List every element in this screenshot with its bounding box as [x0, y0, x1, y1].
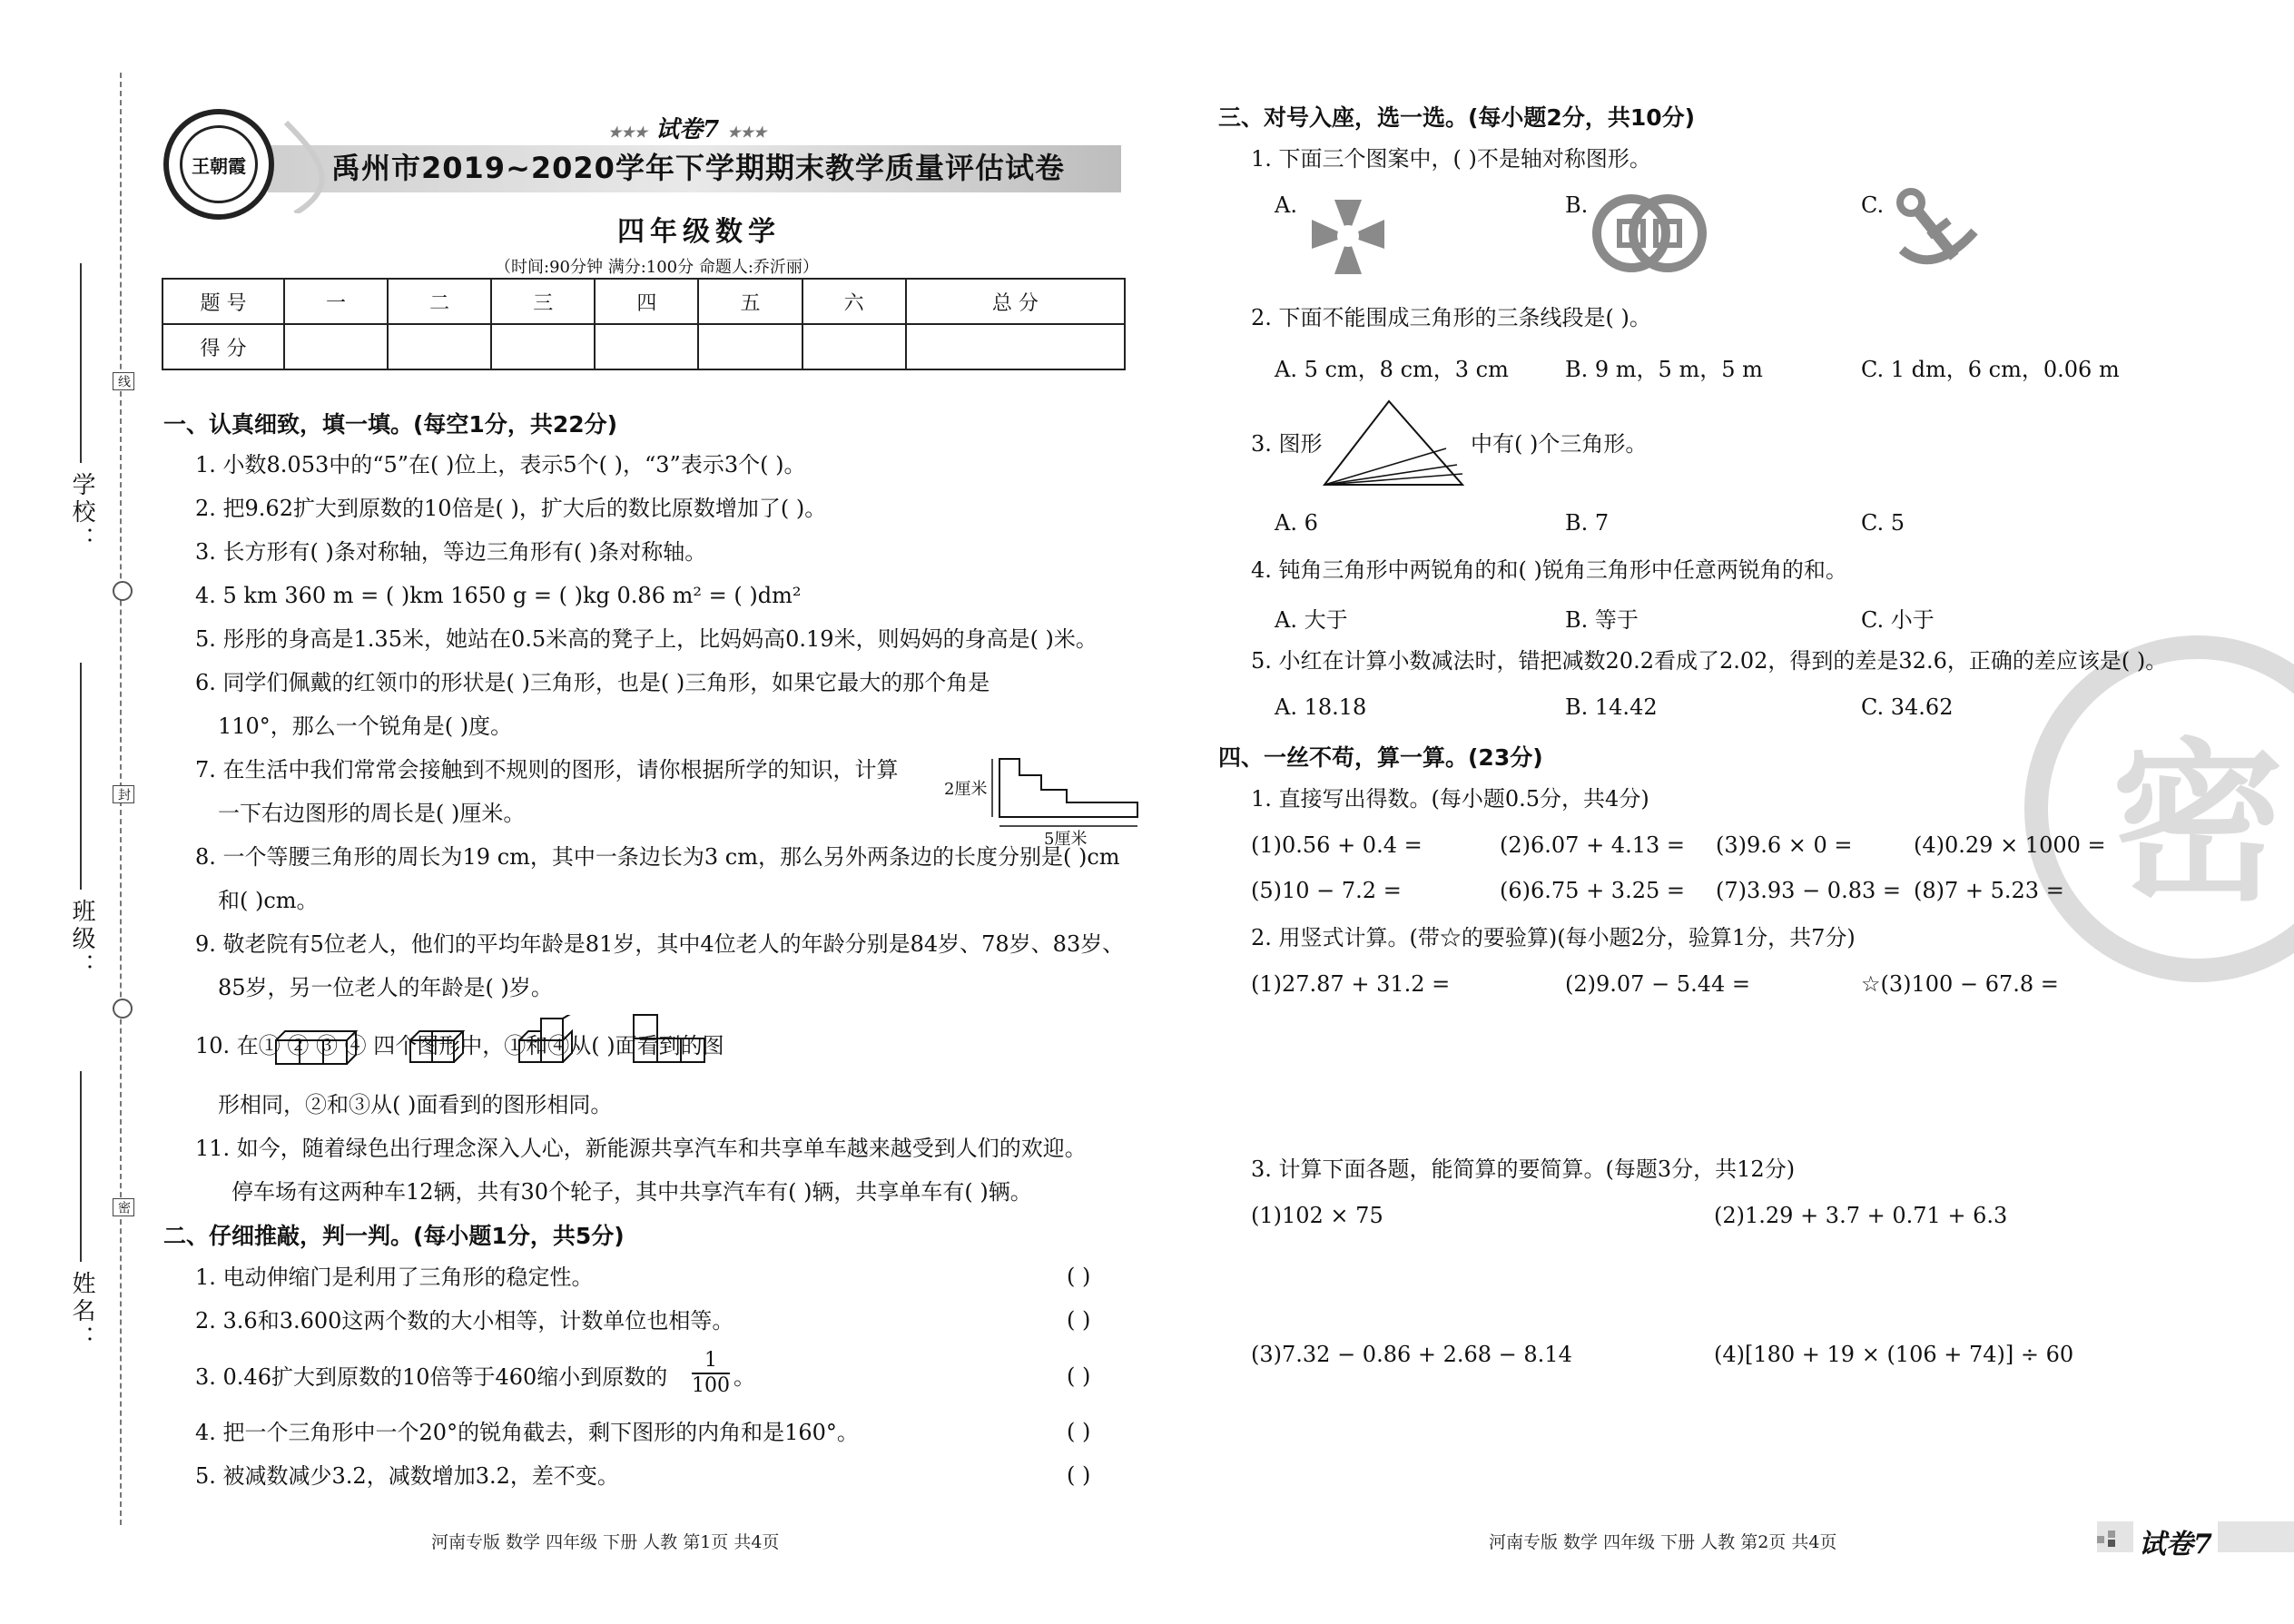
logo-text: 王朝霞 [192, 154, 246, 177]
option-a[interactable]: A. 大于 [1275, 607, 1348, 633]
score-cell: 四 [595, 279, 698, 324]
class-line [80, 663, 82, 890]
fraction-denominator: 100 [692, 1374, 730, 1397]
cube-figure-2 [407, 1024, 470, 1068]
judge-question: 1. 电动伸缩门是利用了三角形的稳定性。 [195, 1265, 594, 1290]
fraction-tail: 。 [733, 1364, 755, 1390]
question-text: 和( )cm。 [218, 888, 319, 913]
section-4-heading: 四、一丝不苟，算一算。(23分) [1218, 744, 1543, 771]
score-table [162, 278, 1126, 370]
score-cell: 得 分 [162, 324, 284, 369]
score-table-score-row [162, 324, 1125, 369]
question-text: 2. 下面不能围成三角形的三条线段是( )。 [1251, 305, 1651, 330]
fold-label-secret: 密 [113, 1198, 134, 1216]
watermark-text: 密 [2111, 723, 2284, 924]
fig7-width-label: 5厘米 [1044, 830, 1088, 849]
staircase-outline [999, 759, 1137, 817]
page-footer-left: 河南专版 数学 四年级 下册 人教 第1页 共4页 [431, 1532, 780, 1552]
option-c[interactable]: C. 小于 [1861, 607, 1935, 633]
footer-tag-squares-icon [2097, 1530, 2124, 1547]
question-text: 3. 长方形有( )条对称轴，等边三角形有( )条对称轴。 [195, 539, 707, 565]
option-c[interactable]: C. [1861, 192, 1885, 218]
school-line [80, 263, 82, 463]
question-text: 7. 在生活中我们常常会接触到不规则的图形，请你根据所学的知识，计算 [195, 757, 899, 782]
name-label: 姓名： [68, 1271, 95, 1353]
question-text: 1. 直接写出得数。(每小题0.5分，共4分) [1251, 786, 1649, 812]
school-label: 学校： [68, 472, 95, 554]
option-c[interactable]: C. 5 [1861, 510, 1905, 536]
question-text: 2. 用竖式计算。(带☆的要验算)(每小题2分，验算1分，共7分) [1251, 925, 1856, 950]
question-text: 1. 小数8.053中的“5”在( )位上，表示5个( )，“3”表示3个( )。 [195, 452, 806, 477]
cube-figure-4 [630, 1009, 717, 1068]
judge-question: 3. 0.46扩大到原数的10倍等于460缩小到原数的 [195, 1364, 668, 1390]
question-text: 3. 图形 [1251, 431, 1323, 457]
calc-item: (1)0.56 + 0.4 = [1251, 832, 1423, 858]
score-input-cell[interactable] [388, 324, 491, 369]
footer-series-tag: 试卷7 [2133, 1521, 2218, 1561]
question-text: 8. 一个等腰三角形的周长为19 cm，其中一条边长为3 cm，那么另外两条边的长度分别是( )cm [195, 844, 1120, 870]
score-input-cell[interactable] [802, 324, 906, 369]
option-a[interactable]: A. 18.18 [1275, 694, 1367, 720]
question-text: 110°，那么一个锐角是( )度。 [218, 714, 513, 739]
page-footer-right: 河南专版 数学 四年级 下册 人教 第2页 共4页 [1489, 1532, 1837, 1552]
question-text: 停车场有这两种车12辆，共有30个轮子，其中共享汽车有( )辆，共享单车有( )辆。 [231, 1179, 1032, 1205]
question-text: 10. 在① ② ③ ④ 四个图形中，①和④从( )面看到的图 [195, 1033, 724, 1058]
score-cell: 二 [388, 279, 491, 324]
option-a[interactable]: A. [1275, 192, 1297, 218]
series-title [608, 111, 766, 144]
name-line [80, 1071, 82, 1262]
question-text: 9. 敬老院有5位老人，他们的平均年龄是81岁，其中4位老人的年龄分别是84岁、78岁、83岁、 [195, 931, 1125, 957]
question-text: 中有( )个三角形。 [1471, 431, 1648, 457]
question-text: 6. 同学们佩戴的红领巾的形状是( )三角形，也是( )三角形，如果它最大的那个角是 [195, 670, 990, 695]
vertical-calc-item: (1)27.87 + 31.2 = [1251, 971, 1451, 997]
calc-item: (6)6.75 + 3.25 = [1500, 878, 1685, 903]
score-input-cell[interactable] [491, 324, 595, 369]
calc-item: (7)3.93 − 0.83 = [1716, 878, 1901, 903]
secret-watermark [2024, 635, 2294, 982]
option-b[interactable]: B. 9 m，5 m，5 m [1565, 357, 1763, 382]
judge-question: 5. 被减数减少3.2，减数增加3.2，差不变。 [195, 1463, 619, 1489]
fraction [692, 1349, 730, 1398]
score-cell: 题 号 [162, 279, 284, 324]
fraction-numerator: 1 [692, 1349, 730, 1374]
option-c[interactable]: C. 1 dm，6 cm，0.06 m [1861, 357, 2120, 382]
fold-label-line: 线 [113, 372, 134, 390]
score-input-cell[interactable] [284, 324, 388, 369]
simplify-item: (2)1.29 + 3.7 + 0.71 + 6.3 [1714, 1203, 2008, 1228]
simplify-item: (1)102 × 75 [1251, 1203, 1383, 1228]
series-label: 试卷7 [655, 116, 720, 143]
question-text: 4. 5 km 360 m = ( )km 1650 g = ( )kg 0.86 m² = ( )dm² [195, 583, 802, 608]
simplify-item: (4)[180 + 19 × (106 + 74)] ÷ 60 [1714, 1342, 2074, 1367]
section-3-heading: 三、对号入座，选一选。(每小题2分，共10分) [1218, 104, 1696, 131]
exam-title: 禹州市2019~2020学年下学期期末教学质量评估试卷 [331, 151, 1065, 185]
score-cell: 总 分 [906, 279, 1125, 324]
judge-question: 2. 3.6和3.600这两个数的大小相等，计数单位也相等。 [195, 1308, 734, 1334]
question-text: 5. 彤彤的身高是1.35米，她站在0.5米高的凳子上，比妈妈高0.19米，则妈妈的身高是( )米。 [195, 626, 1098, 652]
question-text: 一下右边图形的周长是( )厘米。 [218, 801, 526, 826]
question-text: 1. 下面三个图案中，( )不是轴对称图形。 [1251, 146, 1651, 172]
score-cell: 五 [698, 279, 802, 324]
option-b[interactable]: B. 14.42 [1565, 694, 1658, 720]
judge-answer-box[interactable]: ( ) [1067, 1307, 1091, 1333]
calc-item: (3)9.6 × 0 = [1716, 832, 1853, 858]
question-text: 5. 小红在计算小数减法时，错把减数20.2看成了2.02，得到的差是32.6，正确的差应该是( )。 [1251, 648, 2168, 674]
publisher-logo [163, 109, 274, 220]
calc-item: (5)10 − 7.2 = [1251, 878, 1402, 903]
fig7-height-label: 2厘米 [944, 780, 988, 799]
exam-meta: （时间:90分钟 满分:100分 命题人:乔沂丽） [495, 258, 819, 277]
judge-answer-box[interactable]: ( ) [1067, 1264, 1091, 1289]
judge-answer-box[interactable]: ( ) [1067, 1419, 1091, 1444]
pinwheel-pattern-icon [1298, 192, 1398, 280]
anchor-pattern-icon [1884, 186, 1984, 277]
binding-hole-icon [113, 581, 133, 601]
subject-title: 四年级数学 [617, 216, 781, 248]
simplify-item: (3)7.32 − 0.86 + 2.68 − 8.14 [1251, 1342, 1572, 1367]
score-table-header-row [162, 279, 1125, 324]
score-cell: 一 [284, 279, 388, 324]
option-c[interactable]: C. 34.62 [1861, 694, 1954, 720]
score-input-cell[interactable] [595, 324, 698, 369]
option-a[interactable]: A. 5 cm，8 cm，3 cm [1275, 357, 1509, 382]
vertical-calc-item: ☆(3)100 − 67.8 = [1861, 971, 2059, 997]
cube-figure-1 [272, 1028, 363, 1068]
star-icon: ★★★ [608, 123, 648, 141]
calc-item: (4)0.29 × 1000 = [1914, 832, 2106, 858]
vertical-calc-item: (2)9.07 − 5.44 = [1565, 971, 1750, 997]
question-text: 3. 计算下面各题，能简算的要简算。(每题3分，共12分) [1251, 1156, 1796, 1182]
class-label: 班级： [68, 899, 95, 980]
question-text: 2. 把9.62扩大到原数的10倍是( )，扩大后的数比原数增加了( )。 [195, 496, 827, 521]
calc-item: (2)6.07 + 4.13 = [1500, 832, 1685, 858]
score-input-cell[interactable] [698, 324, 802, 369]
score-cell: 三 [491, 279, 595, 324]
judge-answer-box[interactable]: ( ) [1067, 1363, 1091, 1389]
question-text: 4. 钝角三角形中两锐角的和( )锐角三角形中任意两锐角的和。 [1251, 557, 1847, 583]
calc-item: (8)7 + 5.23 = [1914, 878, 2064, 903]
option-b[interactable]: B. 等于 [1565, 607, 1639, 633]
linked-coins-pattern-icon [1590, 192, 1708, 274]
question-text: 11. 如今，随着绿色出行理念深入人心，新能源共享汽车和共享单车越来越受到人们的欢迎。 [195, 1136, 1087, 1161]
binding-hole-icon [113, 999, 133, 1019]
triangle-figure [1321, 398, 1466, 490]
section-1-heading: 一、认真细致，填一填。(每空1分，共22分) [163, 411, 618, 438]
judge-question: 4. 把一个三角形中一个20°的锐角截去，剩下图形的内角和是160°。 [195, 1420, 859, 1445]
cube-figure-3 [516, 1015, 579, 1068]
fold-label-seal: 封 [113, 785, 134, 803]
option-a[interactable]: A. 6 [1275, 510, 1318, 536]
score-input-cell[interactable] [906, 324, 1125, 369]
star-icon: ★★★ [727, 123, 767, 141]
score-cell: 六 [802, 279, 906, 324]
option-b[interactable]: B. 7 [1565, 510, 1610, 536]
judge-answer-box[interactable]: ( ) [1067, 1462, 1091, 1488]
question-text: 85岁，另一位老人的年龄是( )岁。 [218, 975, 553, 1000]
option-b[interactable]: B. [1565, 192, 1589, 218]
question-text: 形相同，②和③从( )面看到的图形相同。 [218, 1092, 613, 1117]
section-2-heading: 二、仔细推敲，判一判。(每小题1分，共5分) [163, 1223, 625, 1249]
